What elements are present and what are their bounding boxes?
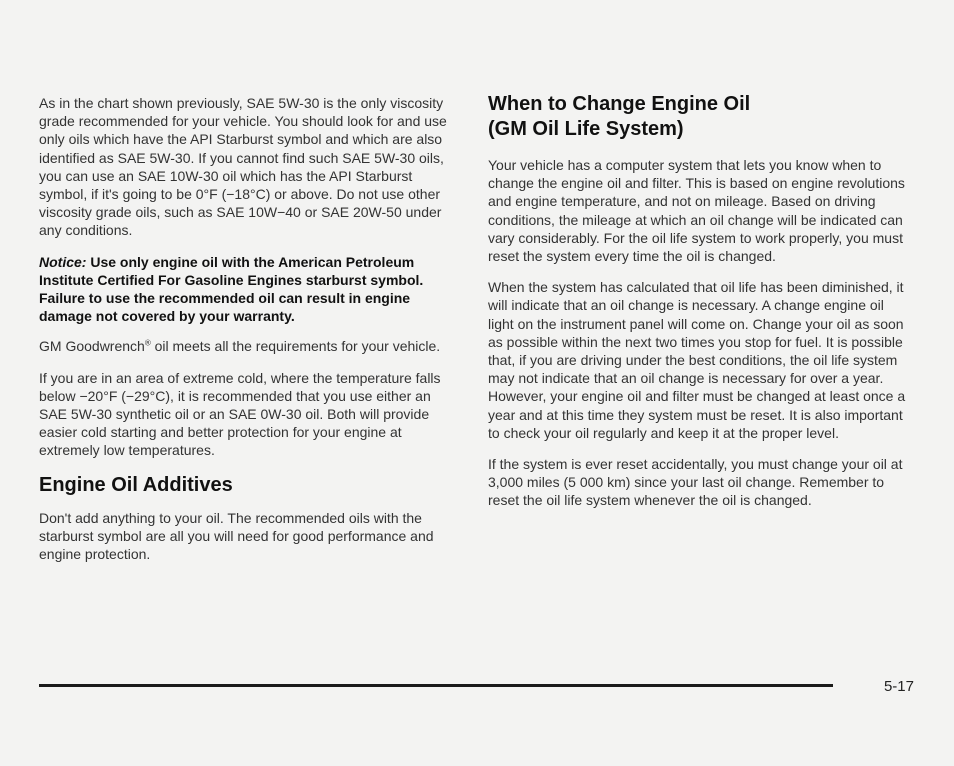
notice-block: [39, 253, 459, 326]
goodwrench-text: GM Goodwrench: [39, 338, 145, 355]
notice-text: Use only engine oil with the American Petroleum Institute Certified For Gasoline Engines starburst symbol. Failure to use the recommended oil can result in engine damage not covered by your warranty.: [39, 253, 424, 325]
left-column: [39, 94, 459, 576]
footer-rule: [39, 684, 833, 687]
paragraph-viscosity: As in the chart shown previously, SAE 5W-30 is the only viscosity grade recommended for your vehicle. You should look for and use only oils which have the API Starburst symbol and which are also identified as SAE 5W-30. If you cannot find such SAE 5W-30 oils, you can use an SAE 10W-30 oil which has the API Starburst symbol, if it's going to be 0°F (−18°C) or above. Do not use other viscosity grade oils, such as SAE 10W−40 or SAE 20W-50 under any conditions.: [39, 95, 447, 239]
paragraph-reset-accidentally: If the system is ever reset accidentally, you must change your oil at 3,000 miles (5 000 km) since your last oil change. Remember to reset the oil life system whenever the oil is changed.: [488, 456, 903, 509]
heading-when-to-change: [488, 92, 912, 142]
goodwrench-text-rest: oil meets all the requirements for your vehicle.: [150, 338, 441, 355]
heading-engine-oil-additives: Engine Oil Additives: [39, 473, 233, 496]
notice-label: Notice:: [39, 253, 87, 270]
paragraph-additives: Don't add anything to your oil. The recommended oils with the starburst symbol are all you will need for good performance and engine protection.: [39, 509, 434, 563]
paragraph-goodwrench: [39, 337, 459, 355]
paragraph-extreme-cold: If you are in an area of extreme cold, where the temperature falls below −20°F (−29°C), it is recommended that you use either an SAE 5W-30 synthetic oil or an SAE 0W-30 oil. Both will provide easier cold starting and better protection for your engine at extremely low temperatures.: [39, 369, 441, 459]
heading-line-2: (GM Oil Life System): [488, 118, 684, 140]
right-column: [488, 92, 912, 523]
registered-mark: ®: [144, 338, 151, 348]
page-number: 5-17: [883, 678, 914, 695]
paragraph-computer-system: Your vehicle has a computer system that lets you know when to change the engine oil and filter. This is based on engine revolutions and engine temperature, and not on mileage. Based on driving conditions, the mileage at which an oil change will be indicated can vary considerably. For the oil life system to work properly, you must reset the system every time the oil is changed.: [488, 157, 905, 265]
paragraph-oil-life-diminished: When the system has calculated that oil life has been diminished, it will indicate that an oil change is necessary. A change engine oil light on the instrument panel will come on. Change your oil as soon as possible within the next two times you stop for fuel. It is possible that, if you are driving under the best conditions, the oil life system may not indicate that an oil change is necessary for over a year. However, your engine oil and filter must be changed at least once a year and at this time they system must be reset. It is also important to check your oil regularly and keep it at the proper level.: [488, 279, 906, 441]
heading-line-1: When to Change Engine Oil: [488, 93, 751, 115]
